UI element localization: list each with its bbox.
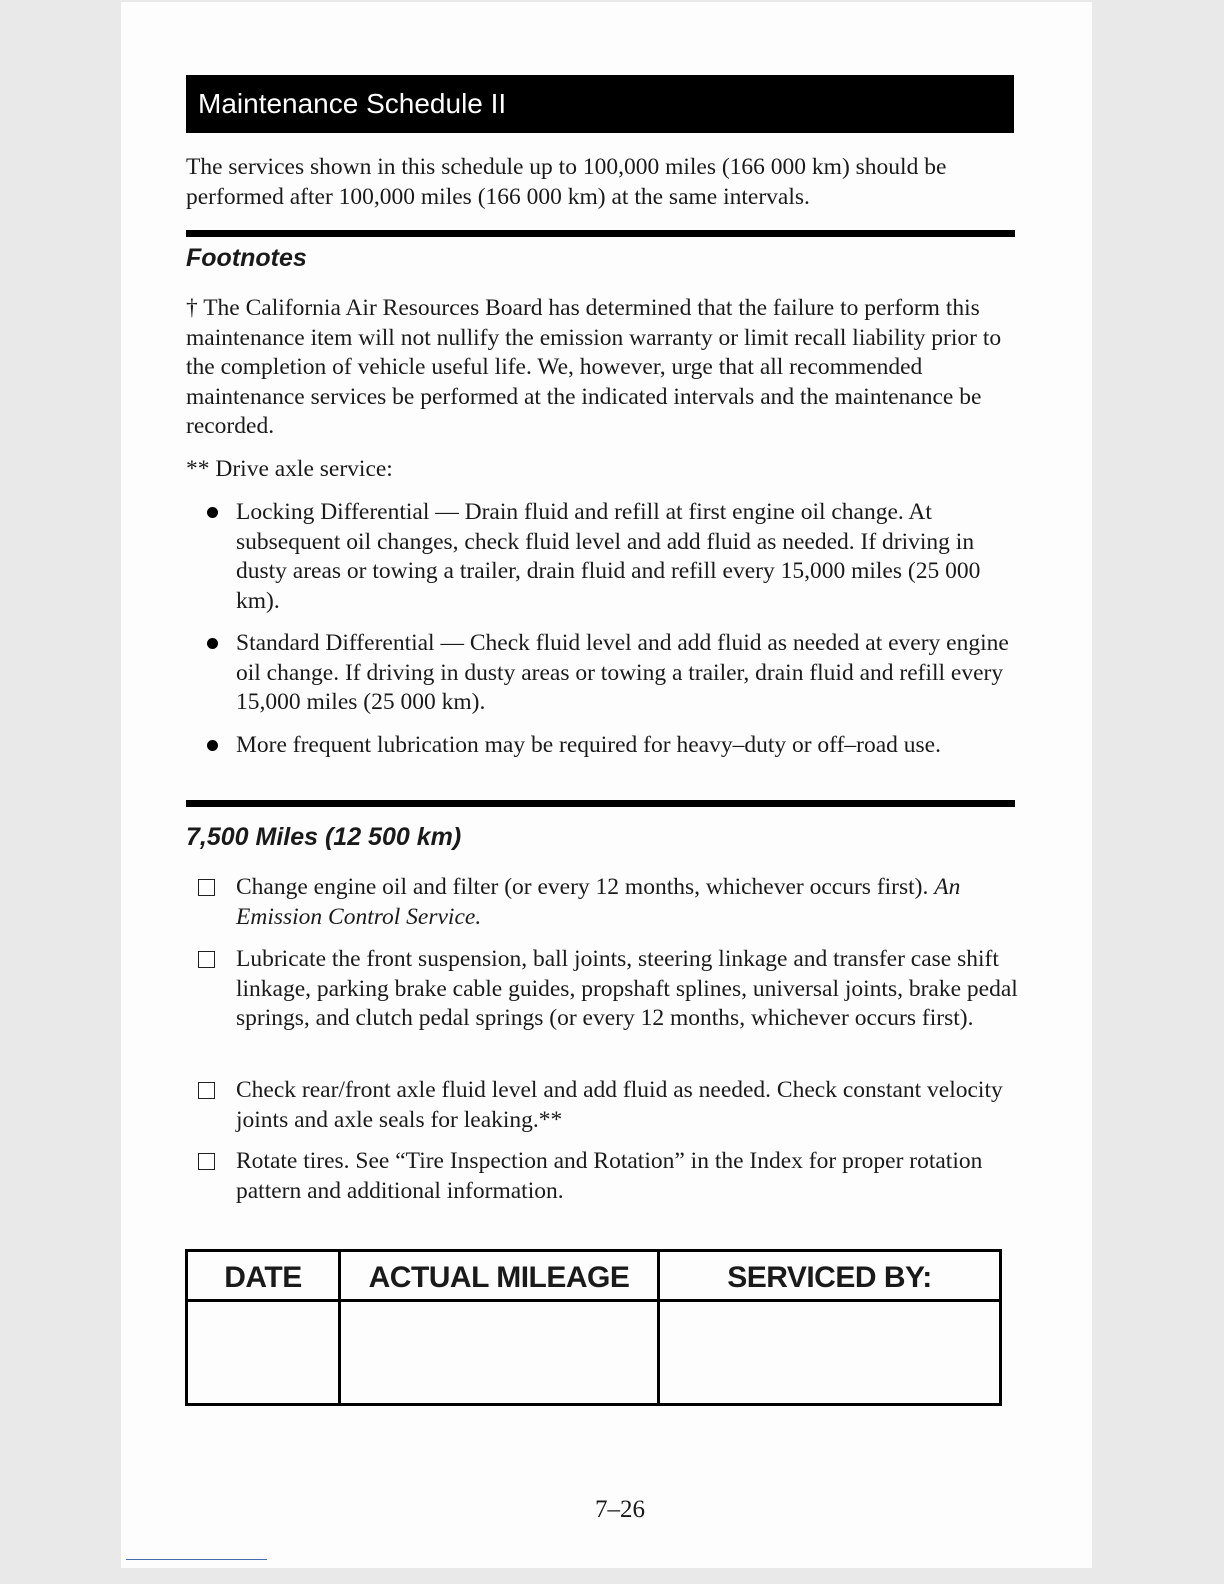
bullet-text: Locking Differential — Drain fluid and refill at first engine oil change. At subsequent oil changes, check fluid level and add fluid as needed. If driving in dusty areas or towing a trailer, drain fluid and refill every 15,000 miles (25 000 km). — [236, 499, 981, 614]
list-item — [236, 629, 1026, 718]
task-text: Change engine oil and filter (or every 12 months, whichever occurs first). — [236, 874, 929, 900]
checkbox[interactable] — [198, 879, 215, 896]
serviced-by-cell[interactable] — [660, 1302, 999, 1403]
bullet-icon — [207, 740, 218, 751]
task-note: An Emission Control Service. — [236, 874, 961, 930]
list-item — [236, 498, 1026, 616]
page-number: 7–26 — [595, 1496, 645, 1523]
checkbox[interactable] — [198, 1082, 215, 1099]
task-text: Check rear/front axle fluid level and add fluid as needed. Check constant velocity joints and axle seals for leaking.** — [236, 1077, 1003, 1133]
list-item — [236, 731, 1026, 761]
bullet-icon — [207, 638, 218, 649]
dagger-footnote: † The California Air Resources Board has determined that the failure to perform this maintenance item will not nullify the emission warranty or limit recall liability prior to the completion of vehicle useful life. We, however, urge that all recommended maintenance services be performed at the indicated intervals and the maintenance be recorded. — [186, 295, 1002, 439]
checklist-item — [236, 1076, 1026, 1135]
actual-mileage-cell[interactable] — [341, 1302, 657, 1403]
bullet-text: More frequent lubrication may be required for heavy–duty or off–road use. — [236, 732, 941, 758]
axle-footnote: ** Drive axle service: — [186, 456, 393, 482]
section-title: Maintenance Schedule II — [186, 75, 1014, 133]
checklist-item — [236, 1147, 1026, 1206]
section-divider — [186, 230, 1015, 237]
intro-text: The services shown in this schedule up to 100,000 miles (166 000 km) should be performed after 100,000 miles (166 000 km) at the same intervals. — [186, 154, 947, 210]
service-record-table — [185, 1249, 1002, 1406]
task-text: Lubricate the front suspension, ball joints, steering linkage and transfer case shift linkage, parking brake cable guides, propshaft splines, universal joints, brake pedal springs, and clutch pedal springs (or every 12 months, whichever occurs first). — [236, 946, 1018, 1031]
bullet-icon — [207, 507, 218, 518]
checkbox[interactable] — [198, 1153, 215, 1170]
section-divider — [186, 800, 1015, 807]
actual-mileage-header: ACTUAL MILEAGE — [368, 1261, 630, 1294]
checklist-item — [236, 945, 1026, 1034]
serviced-by-header: SERVICED BY: — [727, 1261, 932, 1294]
interval-heading: 7,500 Miles (12 500 km) — [186, 823, 462, 851]
date-cell[interactable] — [188, 1302, 338, 1403]
footnotes-heading: Footnotes — [186, 244, 307, 272]
checkbox[interactable] — [198, 951, 215, 968]
bottom-divider — [126, 1559, 267, 1560]
checklist-item — [236, 873, 1026, 932]
task-text: Rotate tires. See “Tire Inspection and Rotation” in the Index for proper rotation pattern and additional information. — [236, 1148, 983, 1204]
date-header: DATE — [224, 1261, 302, 1294]
bullet-text: Standard Differential — Check fluid level and add fluid as needed at every engine oil change. If driving in dusty areas or towing a trailer, drain fluid and refill every 15,000 miles (25 000 km). — [236, 630, 1009, 715]
